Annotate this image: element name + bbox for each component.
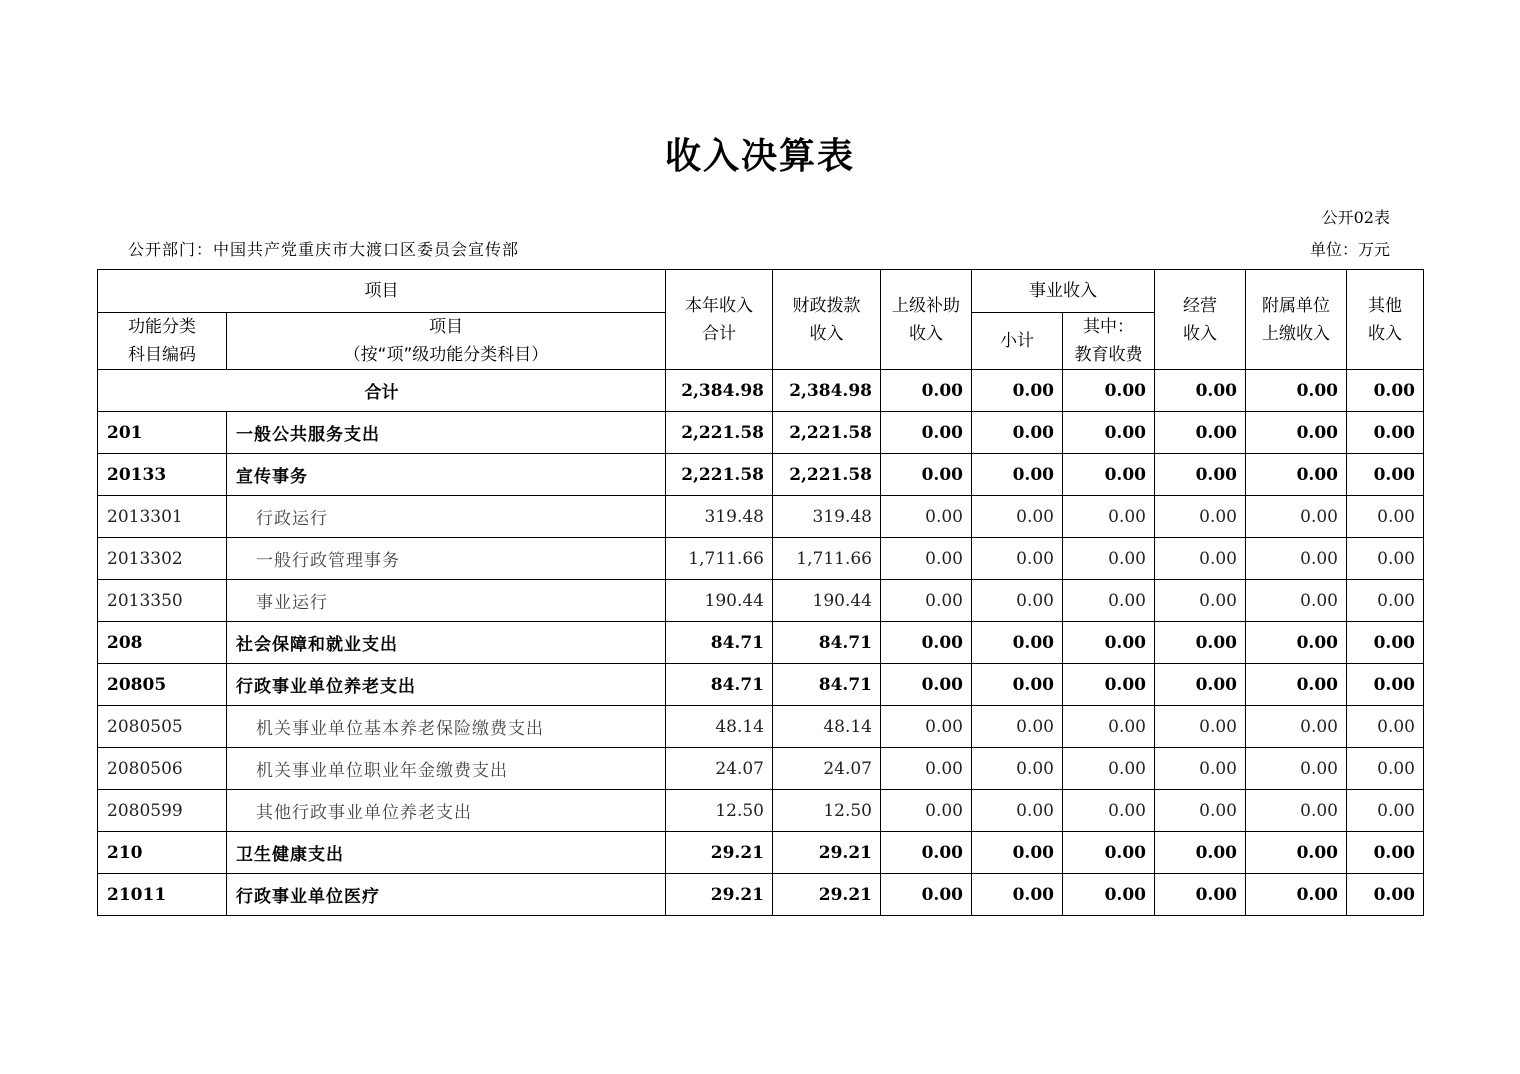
row-code: 20805 <box>98 664 227 706</box>
cell-total: 48.14 <box>666 706 773 748</box>
header-education-fee: 其中： 教育收费 <box>1063 313 1155 370</box>
table-row <box>98 874 1424 916</box>
table-row <box>98 664 1424 706</box>
header-total: 本年收入 合计 <box>666 270 773 370</box>
table-row <box>98 580 1424 622</box>
cell-education-fee: 0.00 <box>1063 580 1155 622</box>
cell-subtotal: 0.00 <box>972 622 1063 664</box>
table-row <box>98 748 1424 790</box>
table-row <box>98 496 1424 538</box>
cell-fiscal: 1,711.66 <box>773 538 881 580</box>
cell-fiscal: 48.14 <box>773 706 881 748</box>
cell-operating: 0.00 <box>1155 370 1246 412</box>
cell-subtotal: 0.00 <box>972 496 1063 538</box>
cell-total: 319.48 <box>666 496 773 538</box>
cell-fiscal: 2,221.58 <box>773 454 881 496</box>
row-code: 2080599 <box>98 790 227 832</box>
cell-operating: 0.00 <box>1155 790 1246 832</box>
cell-affiliated: 0.00 <box>1246 370 1347 412</box>
cell-total: 1,711.66 <box>666 538 773 580</box>
row-name: 其他行政事业单位养老支出 <box>227 790 666 832</box>
cell-affiliated: 0.00 <box>1246 496 1347 538</box>
cell-other: 0.00 <box>1347 748 1424 790</box>
row-code: 2013301 <box>98 496 227 538</box>
cell-superior: 0.00 <box>881 706 972 748</box>
cell-other: 0.00 <box>1347 496 1424 538</box>
cell-subtotal: 0.00 <box>972 664 1063 706</box>
cell-subtotal: 0.00 <box>972 412 1063 454</box>
cell-superior: 0.00 <box>881 580 972 622</box>
row-code: 20133 <box>98 454 227 496</box>
cell-other: 0.00 <box>1347 454 1424 496</box>
cell-operating: 0.00 <box>1155 622 1246 664</box>
cell-education-fee: 0.00 <box>1063 706 1155 748</box>
cell-fiscal: 2,384.98 <box>773 370 881 412</box>
row-name: 行政运行 <box>227 496 666 538</box>
cell-superior: 0.00 <box>881 622 972 664</box>
cell-operating: 0.00 <box>1155 538 1246 580</box>
cell-superior: 0.00 <box>881 370 972 412</box>
table-row <box>98 538 1424 580</box>
cell-education-fee: 0.00 <box>1063 370 1155 412</box>
header-business: 事业收入 <box>972 270 1155 313</box>
row-code: 210 <box>98 832 227 874</box>
cell-subtotal: 0.00 <box>972 706 1063 748</box>
cell-total: 29.21 <box>666 874 773 916</box>
cell-superior: 0.00 <box>881 454 972 496</box>
cell-fiscal: 12.50 <box>773 790 881 832</box>
cell-total: 2,384.98 <box>666 370 773 412</box>
cell-operating: 0.00 <box>1155 454 1246 496</box>
row-name: 行政事业单位医疗 <box>227 874 666 916</box>
cell-operating: 0.00 <box>1155 664 1246 706</box>
cell-superior: 0.00 <box>881 874 972 916</box>
cell-fiscal: 29.21 <box>773 832 881 874</box>
table-row <box>98 706 1424 748</box>
cell-total: 84.71 <box>666 664 773 706</box>
row-code: 21011 <box>98 874 227 916</box>
cell-operating: 0.00 <box>1155 412 1246 454</box>
cell-fiscal: 190.44 <box>773 580 881 622</box>
cell-other: 0.00 <box>1347 664 1424 706</box>
header-superior: 上级补助 收入 <box>881 270 972 370</box>
cell-education-fee: 0.00 <box>1063 412 1155 454</box>
cell-subtotal: 0.00 <box>972 580 1063 622</box>
cell-education-fee: 0.00 <box>1063 748 1155 790</box>
cell-education-fee: 0.00 <box>1063 874 1155 916</box>
cell-subtotal: 0.00 <box>972 370 1063 412</box>
cell-superior: 0.00 <box>881 664 972 706</box>
cell-total: 29.21 <box>666 832 773 874</box>
table-row <box>98 622 1424 664</box>
cell-other: 0.00 <box>1347 790 1424 832</box>
cell-other: 0.00 <box>1347 622 1424 664</box>
cell-affiliated: 0.00 <box>1246 790 1347 832</box>
cell-education-fee: 0.00 <box>1063 538 1155 580</box>
row-name: 宣传事务 <box>227 454 666 496</box>
row-name: 社会保障和就业支出 <box>227 622 666 664</box>
header-item: 项目 （按“项”级功能分类科目） <box>227 313 666 370</box>
cell-affiliated: 0.00 <box>1246 538 1347 580</box>
row-name: 行政事业单位养老支出 <box>227 664 666 706</box>
cell-other: 0.00 <box>1347 706 1424 748</box>
row-name: 一般公共服务支出 <box>227 412 666 454</box>
cell-superior: 0.00 <box>881 790 972 832</box>
cell-total: 2,221.58 <box>666 412 773 454</box>
cell-affiliated: 0.00 <box>1246 412 1347 454</box>
table-row <box>98 790 1424 832</box>
page-title: 收入决算表 <box>664 136 855 177</box>
cell-education-fee: 0.00 <box>1063 622 1155 664</box>
cell-superior: 0.00 <box>881 496 972 538</box>
cell-affiliated: 0.00 <box>1246 580 1347 622</box>
row-code: 208 <box>98 622 227 664</box>
header-fiscal: 财政拨款 收入 <box>773 270 881 370</box>
cell-total: 190.44 <box>666 580 773 622</box>
cell-other: 0.00 <box>1347 874 1424 916</box>
row-code: 2013302 <box>98 538 227 580</box>
table-row <box>98 412 1424 454</box>
cell-subtotal: 0.00 <box>972 748 1063 790</box>
cell-subtotal: 0.00 <box>972 538 1063 580</box>
cell-fiscal: 84.71 <box>773 622 881 664</box>
cell-other: 0.00 <box>1347 538 1424 580</box>
cell-superior: 0.00 <box>881 832 972 874</box>
cell-operating: 0.00 <box>1155 580 1246 622</box>
cell-affiliated: 0.00 <box>1246 832 1347 874</box>
header-code: 功能分类 科目编码 <box>98 313 227 370</box>
cell-operating: 0.00 <box>1155 832 1246 874</box>
cell-affiliated: 0.00 <box>1246 706 1347 748</box>
cell-subtotal: 0.00 <box>972 832 1063 874</box>
cell-total: 84.71 <box>666 622 773 664</box>
cell-other: 0.00 <box>1347 580 1424 622</box>
cell-education-fee: 0.00 <box>1063 496 1155 538</box>
cell-total: 2,221.58 <box>666 454 773 496</box>
cell-subtotal: 0.00 <box>972 790 1063 832</box>
cell-operating: 0.00 <box>1155 706 1246 748</box>
row-code: 2080506 <box>98 748 227 790</box>
header-affiliated: 附属单位 上缴收入 <box>1246 270 1347 370</box>
row-name: 机关事业单位基本养老保险缴费支出 <box>227 706 666 748</box>
cell-superior: 0.00 <box>881 748 972 790</box>
row-name: 事业运行 <box>227 580 666 622</box>
header-subtotal: 小计 <box>972 313 1063 370</box>
row-name: 一般行政管理事务 <box>227 538 666 580</box>
cell-total: 24.07 <box>666 748 773 790</box>
department-label: 公开部门：中国共产党重庆市大渡口区委员会宣传部 <box>128 240 520 259</box>
cell-education-fee: 0.00 <box>1063 454 1155 496</box>
cell-other: 0.00 <box>1347 412 1424 454</box>
cell-subtotal: 0.00 <box>972 874 1063 916</box>
cell-fiscal: 24.07 <box>773 748 881 790</box>
cell-superior: 0.00 <box>881 412 972 454</box>
income-table <box>97 269 1424 916</box>
row-name: 机关事业单位职业年金缴费支出 <box>227 748 666 790</box>
cell-fiscal: 2,221.58 <box>773 412 881 454</box>
total-row <box>98 370 1424 412</box>
cell-subtotal: 0.00 <box>972 454 1063 496</box>
cell-education-fee: 0.00 <box>1063 832 1155 874</box>
cell-fiscal: 29.21 <box>773 874 881 916</box>
row-code: 2080505 <box>98 706 227 748</box>
cell-fiscal: 319.48 <box>773 496 881 538</box>
table-row <box>98 454 1424 496</box>
cell-other: 0.00 <box>1347 832 1424 874</box>
table-row <box>98 832 1424 874</box>
row-code: 2013350 <box>98 580 227 622</box>
header-project: 项目 <box>98 270 666 313</box>
cell-operating: 0.00 <box>1155 874 1246 916</box>
row-code: 201 <box>98 412 227 454</box>
form-number: 公开02表 <box>1321 208 1390 227</box>
cell-superior: 0.00 <box>881 538 972 580</box>
cell-education-fee: 0.00 <box>1063 790 1155 832</box>
cell-operating: 0.00 <box>1155 496 1246 538</box>
cell-operating: 0.00 <box>1155 748 1246 790</box>
cell-affiliated: 0.00 <box>1246 664 1347 706</box>
cell-affiliated: 0.00 <box>1246 454 1347 496</box>
header-other: 其他 收入 <box>1347 270 1424 370</box>
header-operating: 经营 收入 <box>1155 270 1246 370</box>
cell-education-fee: 0.00 <box>1063 664 1155 706</box>
cell-affiliated: 0.00 <box>1246 874 1347 916</box>
cell-affiliated: 0.00 <box>1246 622 1347 664</box>
row-name: 卫生健康支出 <box>227 832 666 874</box>
cell-other: 0.00 <box>1347 370 1424 412</box>
cell-fiscal: 84.71 <box>773 664 881 706</box>
cell-total: 12.50 <box>666 790 773 832</box>
unit-label: 单位：万元 <box>1309 240 1390 259</box>
cell-affiliated: 0.00 <box>1246 748 1347 790</box>
total-label: 合计 <box>98 370 666 412</box>
